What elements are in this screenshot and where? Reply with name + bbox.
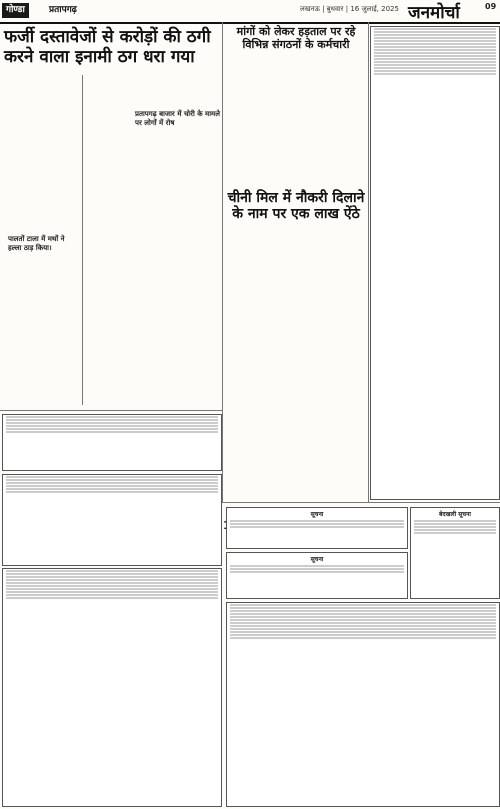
suchna-title-2: सूचना bbox=[310, 556, 324, 563]
section-label-pratapgarh: प्रतापगढ़ bbox=[49, 5, 77, 15]
column-headline: मांगों को लेकर हड़ताल पर रहे विभिन्न संगठनों के कर्मचारी bbox=[236, 25, 356, 51]
tender-notice-2 bbox=[2, 474, 222, 566]
lead-body bbox=[4, 72, 80, 232]
sub-item: प्रतापगढ़ बाजार में चोरी के मामले पर लोगों में रोष bbox=[135, 110, 220, 127]
suchna-notice-2 bbox=[226, 552, 408, 599]
column-rule bbox=[82, 75, 83, 405]
tender-notice-3 bbox=[2, 568, 222, 807]
column-rule bbox=[368, 22, 369, 502]
classified-notices-bottom bbox=[226, 602, 500, 807]
masthead: जनमोर्चा bbox=[408, 3, 460, 23]
classified-notices-right bbox=[370, 26, 500, 500]
lead-headline: फर्जी दस्तावेजों से करोड़ों की ठगी करने वाला इनामी ठग धरा गया bbox=[4, 27, 211, 67]
bedakhli-notice bbox=[410, 507, 500, 599]
mill-headline: चीनी मिल में नौकरी दिलाने के नाम पर एक लाख ऐंठे bbox=[227, 190, 365, 223]
page-number: 09 bbox=[485, 2, 497, 11]
section-rule bbox=[0, 410, 222, 411]
mill-body bbox=[226, 228, 366, 498]
lead-subheading: पालतों टाला में मथों ने हल्ला ठाड़ किया। bbox=[8, 235, 65, 252]
section-rule bbox=[222, 502, 500, 503]
top-bar bbox=[0, 0, 500, 24]
column-body bbox=[226, 58, 366, 186]
body-column-3 bbox=[86, 72, 220, 402]
bedakhli-title: बेदखली सूचना bbox=[439, 511, 471, 518]
dateline: लखनऊ | बुधवार | 16 जुलाई, 2025 bbox=[300, 5, 399, 13]
suchna-title-1: सूचना bbox=[310, 511, 324, 518]
column-rule bbox=[222, 22, 223, 502]
section-label-gonda: गोण्डा bbox=[2, 3, 29, 18]
suchna-notice-1 bbox=[226, 507, 408, 549]
tender-notice-1 bbox=[2, 414, 222, 471]
body-column-2 bbox=[4, 255, 80, 405]
